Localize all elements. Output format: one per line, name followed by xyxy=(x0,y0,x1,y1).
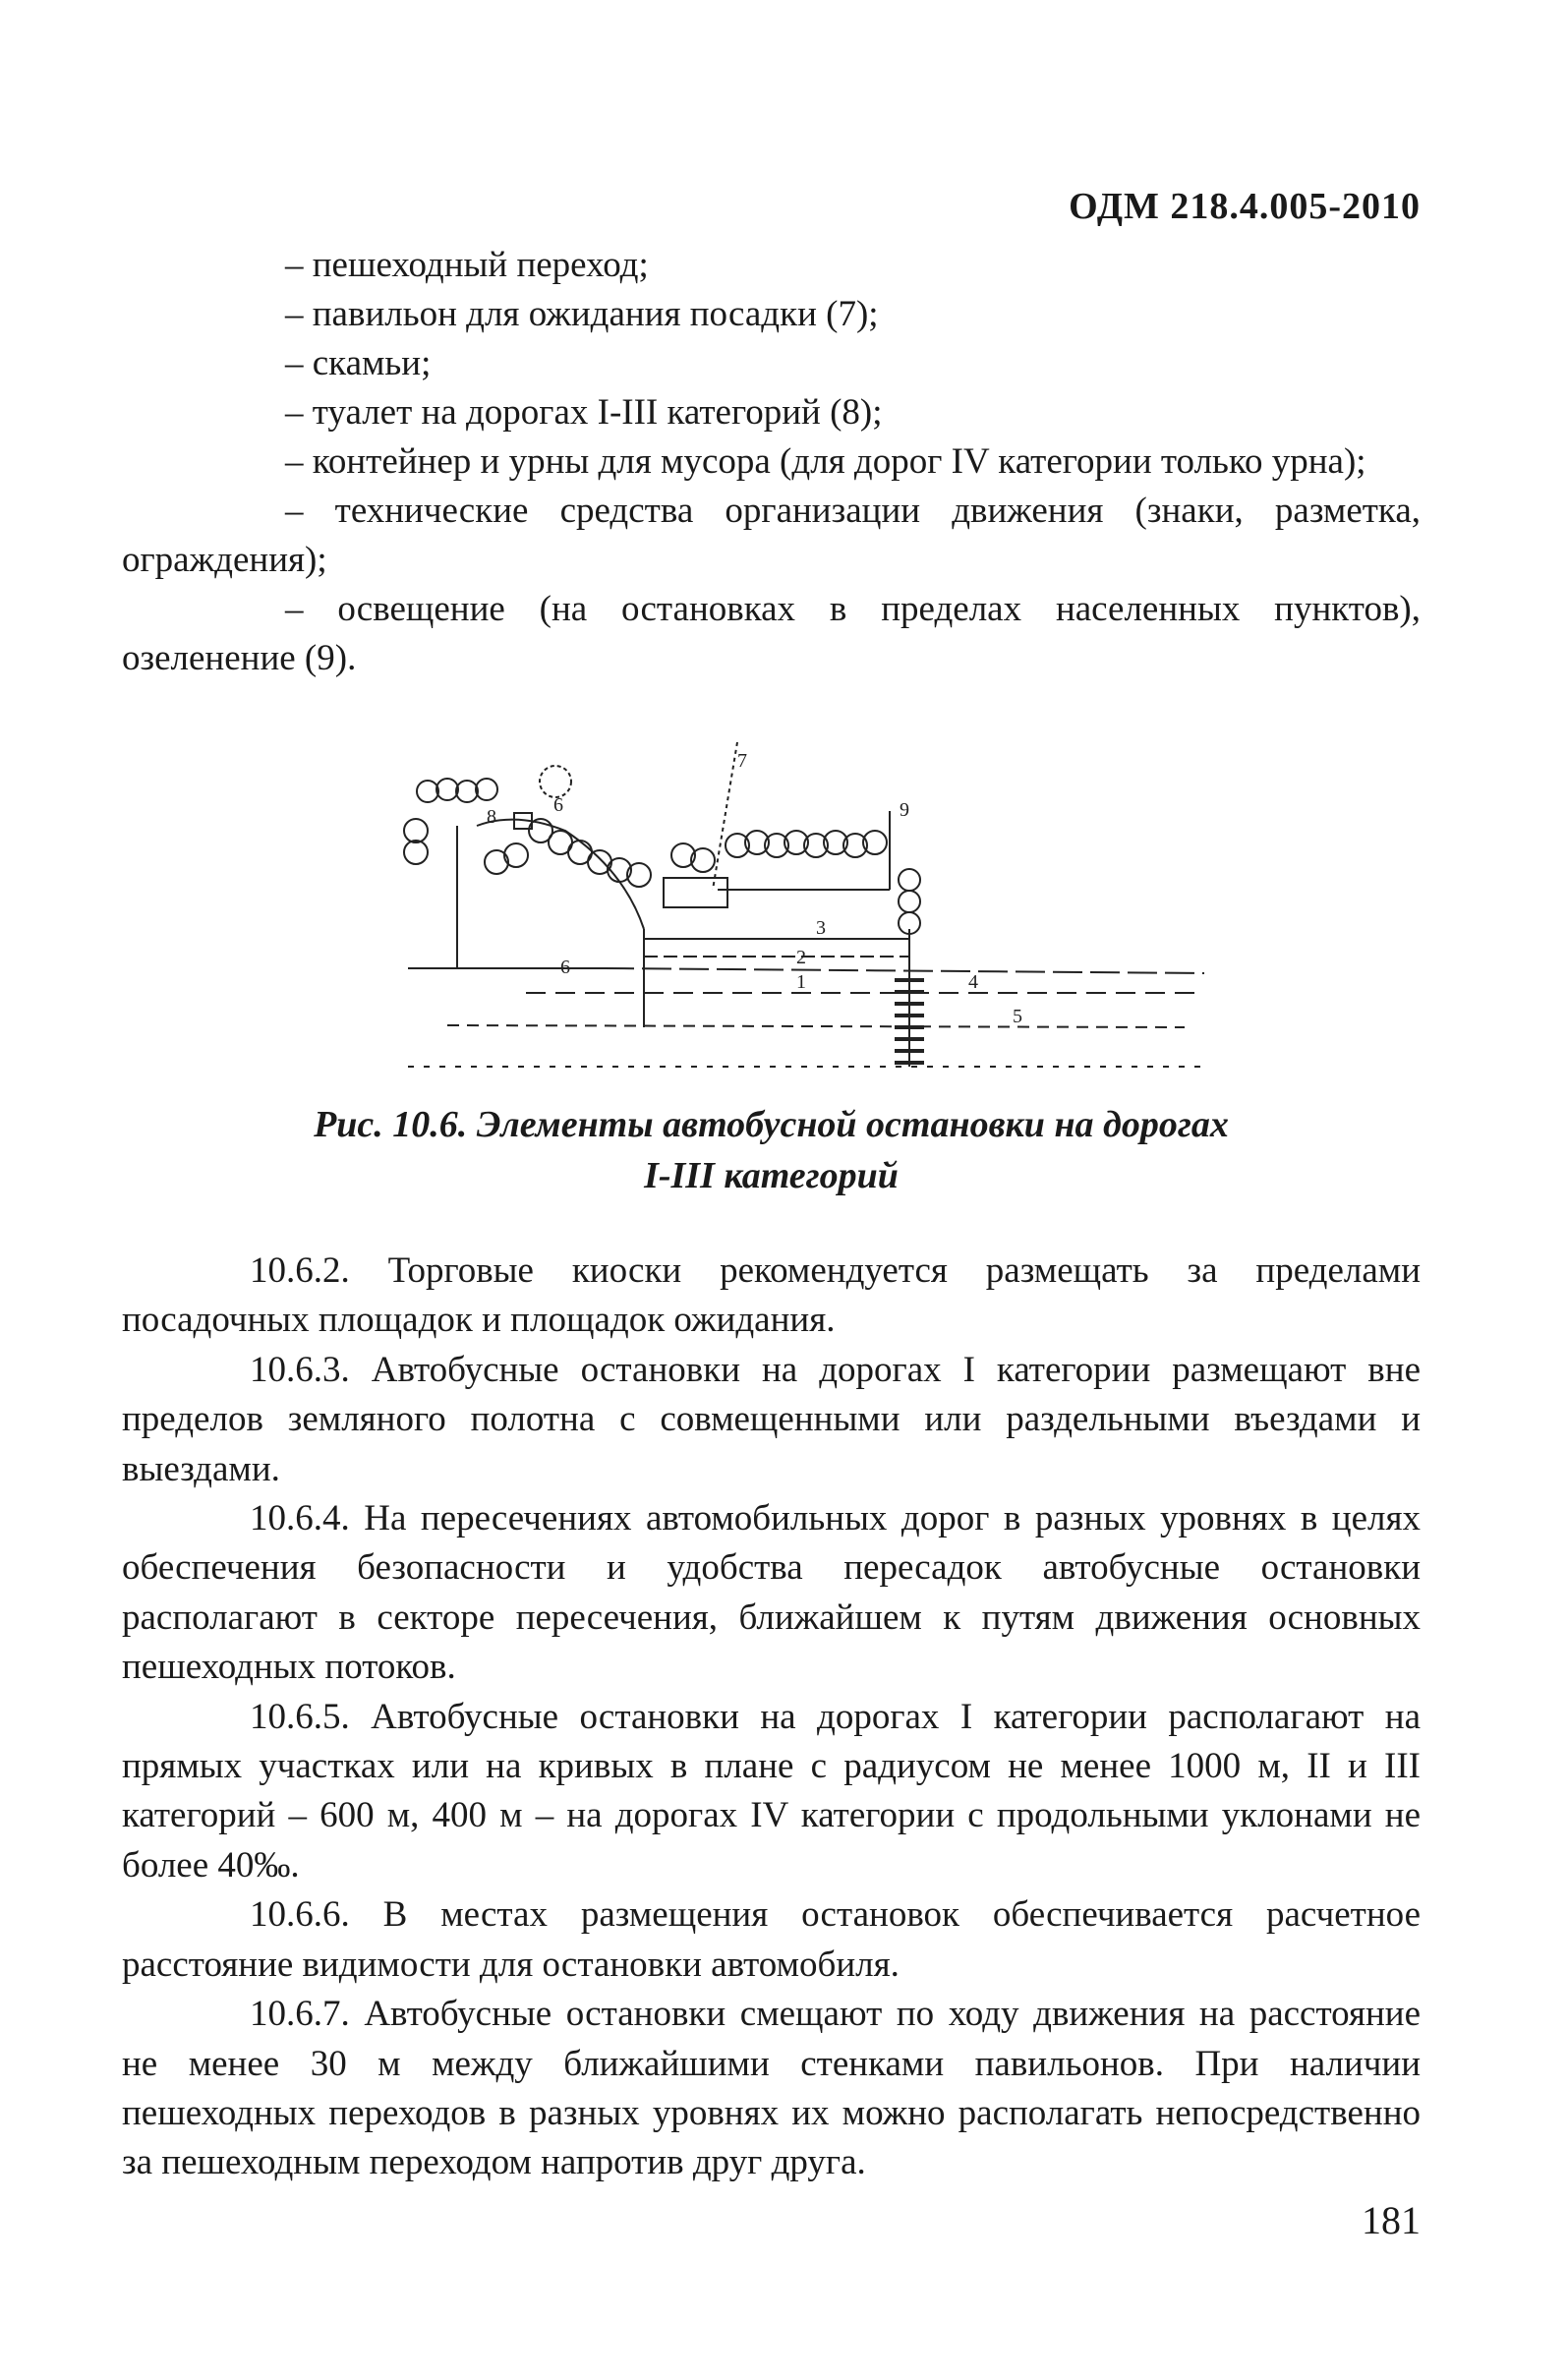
element-list xyxy=(122,241,1421,683)
caption-line-2: I-III категорий xyxy=(644,1155,899,1196)
bus-stop-diagram xyxy=(398,732,1214,1086)
access-path xyxy=(713,742,737,890)
label-4: 4 xyxy=(968,971,978,993)
list-item: – туалет на дорогах I-III категорий (8); xyxy=(285,392,883,433)
paragraph: 10.6.6. В местах размещения остановок обеспечивается расчетное расстояние видимости для остановки автомобиля. xyxy=(122,1894,1421,1985)
paragraph: 10.6.2. Торговые киоски рекомендуется размещать за пределами посадочных площадок и площадок ожидания. xyxy=(122,1250,1421,1341)
list-item: – скамьи; xyxy=(285,343,432,383)
figure-caption xyxy=(122,1099,1421,1201)
road-center-line xyxy=(447,1025,1185,1027)
page-number: 181 xyxy=(1362,2198,1421,2242)
paragraph: 10.6.4. На пересечениях автомобильных дорог в разных уровнях в целях обеспечения безопасности и удобства пересадок автобусные остановки располагают в секторе пересечения, ближайшем к путям движения основных пешеходных потоков. xyxy=(122,1498,1421,1688)
label-7: 7 xyxy=(737,750,747,772)
list-item: – павильон для ожидания посадки (7); xyxy=(285,294,879,334)
landscaping-trees xyxy=(404,766,920,934)
label-8: 8 xyxy=(487,806,496,828)
road-edge-line xyxy=(605,968,1204,973)
label-5: 5 xyxy=(1013,1006,1022,1027)
list-item: – освещение (на остановках в пределах населенных пунктов), озеленение (9). xyxy=(122,589,1421,678)
body-text xyxy=(122,1247,1421,2188)
document-code: ОДМ 218.4.005-2010 xyxy=(1069,186,1421,227)
label-9: 9 xyxy=(900,799,909,821)
list-item: – технические средства организации движения (знаки, разметка, ограждения); xyxy=(122,491,1421,580)
pavilion xyxy=(664,878,727,907)
paragraph: 10.6.7. Автобусные остановки смещают по ходу движения на расстояние не менее 30 м между ближайшими стенками павильонов. При наличии пешеходных переходов в разных уровнях их можно располагать непосредственно за пешеходным переходом напротив друг друга. xyxy=(122,1994,1421,2183)
label-3: 3 xyxy=(816,917,826,939)
label-1: 1 xyxy=(796,971,806,993)
label-6-lower: 6 xyxy=(560,957,570,978)
diagram-svg xyxy=(398,732,1214,1086)
label-2: 2 xyxy=(796,947,806,968)
paragraph: 10.6.5. Автобусные остановки на дорогах I категории располагают на прямых участках или на кривых в плане с радиусом не менее 1000 м, II и III категорий – 600 м, 400 м – на дорогах IV категории с продольными уклонами не более 40‰. xyxy=(122,1696,1421,1886)
list-item: – контейнер и урны для мусора (для дорог IV категории только урна); xyxy=(285,441,1366,482)
caption-line-1: Рис. 10.6. Элементы автобусной остановки на дорогах xyxy=(314,1104,1229,1145)
list-item: – пешеходный переход; xyxy=(285,245,649,285)
paragraph: 10.6.3. Автобусные остановки на дорогах I категории размещают вне пределов земляного полотна с совмещенными или раздельными въездами и выездами. xyxy=(122,1349,1421,1489)
label-6-upper: 6 xyxy=(553,794,563,816)
footpath-curve xyxy=(477,820,644,929)
